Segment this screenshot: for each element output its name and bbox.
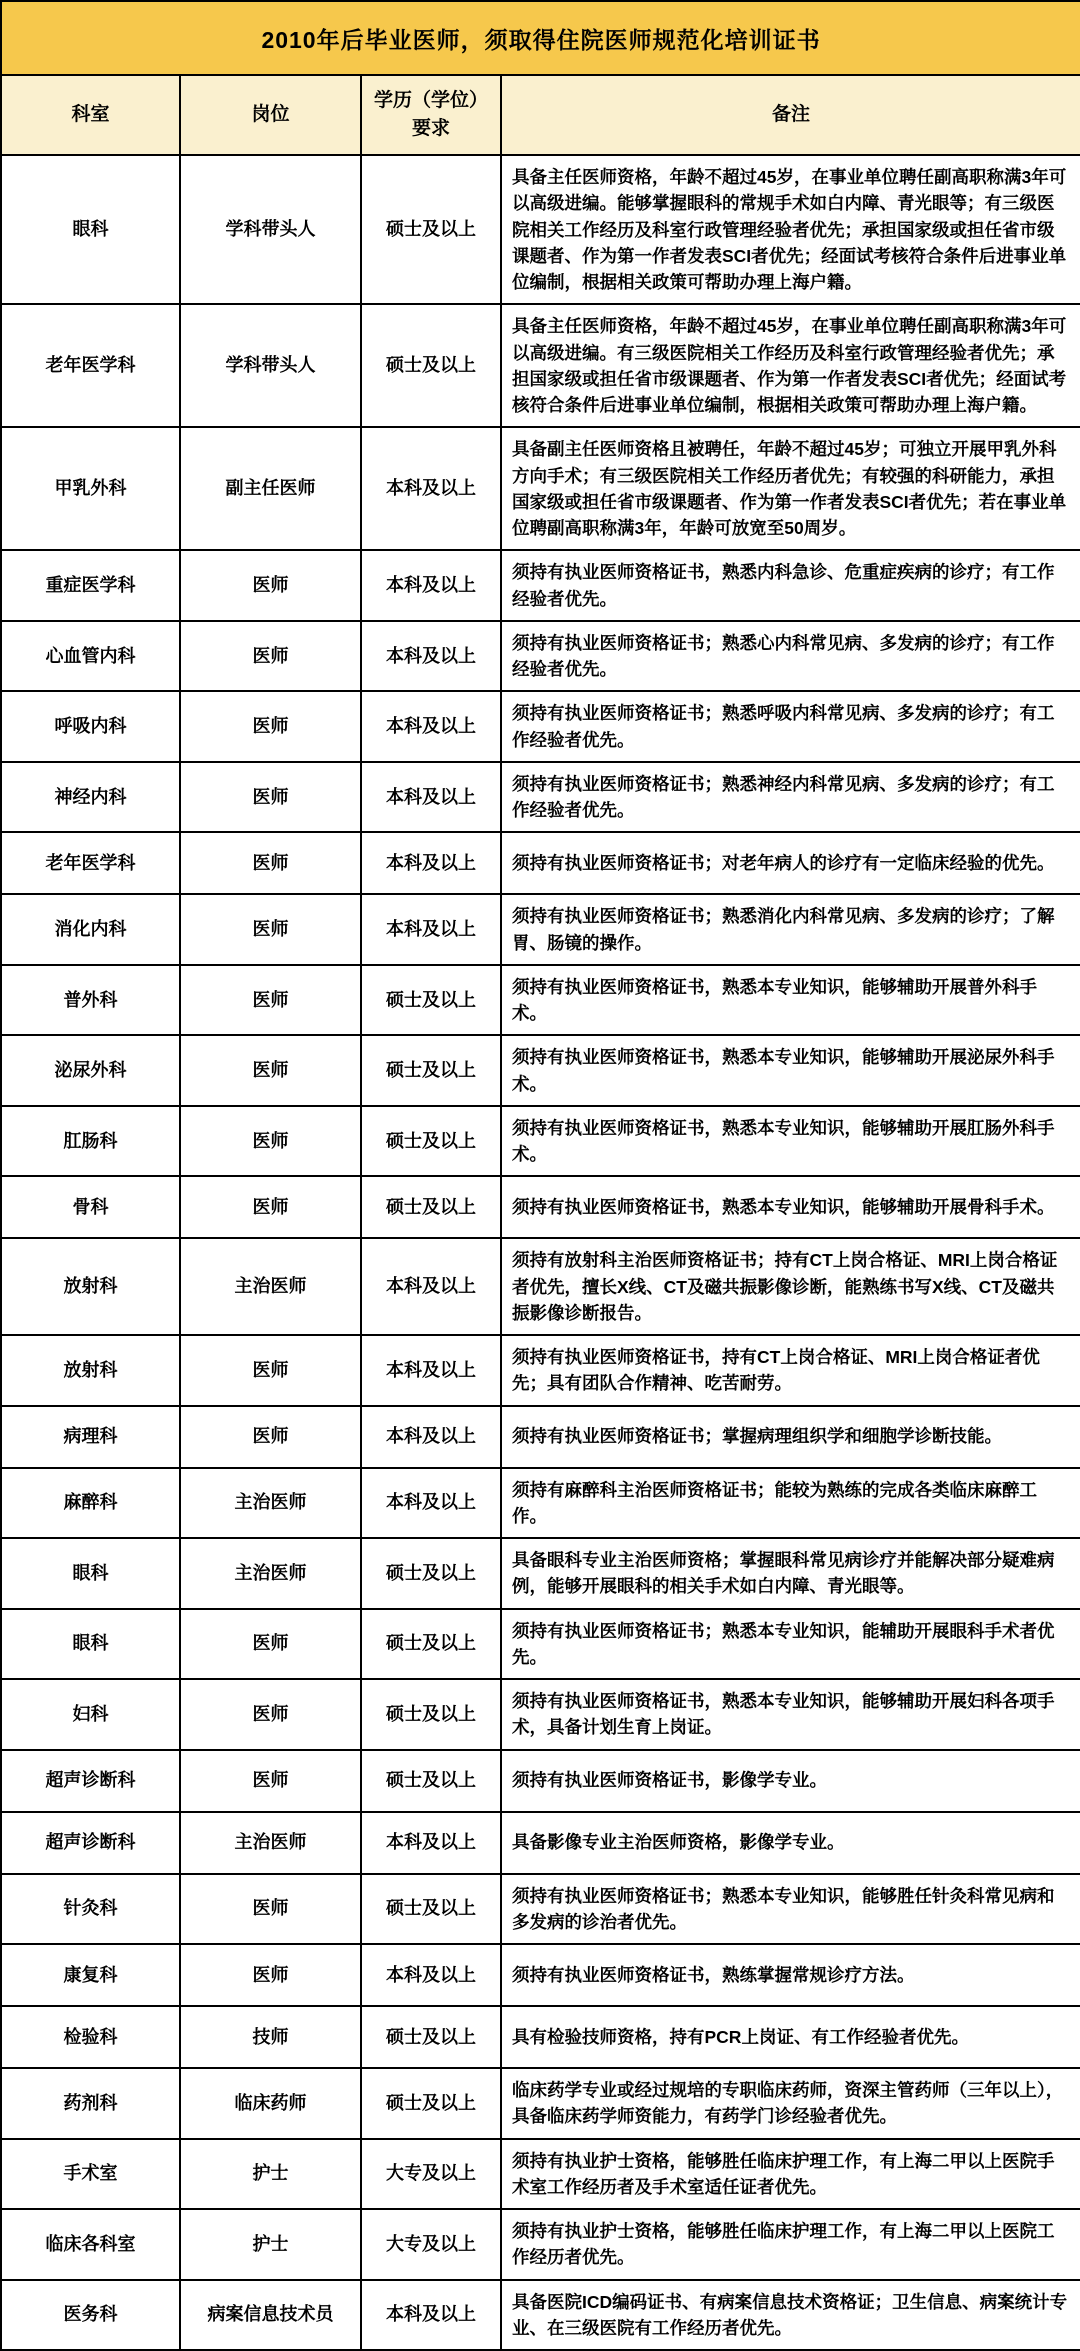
cell-remark: 具备影像专业主治医师资格，影像学专业。	[501, 1812, 1080, 1874]
cell-position: 医师	[180, 1609, 361, 1680]
cell-remark: 须持有执业医师资格证书；熟悉本专业知识，能辅助开展眼科手术者优先。	[501, 1609, 1080, 1680]
cell-dept: 放射科	[1, 1335, 180, 1406]
cell-dept: 超声诊断科	[1, 1812, 180, 1874]
cell-dept: 药剂科	[1, 2068, 180, 2139]
cell-dept: 病理科	[1, 1406, 180, 1468]
cell-dept: 甲乳外科	[1, 427, 180, 550]
cell-dept: 老年医学科	[1, 832, 180, 894]
table-body	[1, 155, 1080, 2350]
table-row	[1, 1238, 1080, 1335]
cell-position: 医师	[180, 621, 361, 692]
cell-position: 医师	[180, 1406, 361, 1468]
cell-remark: 须持有放射科主治医师资格证书；持有CT上岗合格证、MRI上岗合格证者优先，擅长X线、CT及磁共振影像诊断，能熟练书写X线、CT及磁共振影像诊断报告。	[501, 1238, 1080, 1335]
table-row	[1, 621, 1080, 692]
cell-remark: 须持有执业医师资格证书，影像学专业。	[501, 1750, 1080, 1812]
cell-position: 临床药师	[180, 2068, 361, 2139]
cell-education: 大专及以上	[361, 2209, 501, 2280]
cell-remark: 须持有执业医师资格证书；熟悉心内科常见病、多发病的诊疗；有工作经验者优先。	[501, 621, 1080, 692]
table-row	[1, 894, 1080, 965]
table-row	[1, 2068, 1080, 2139]
table-row	[1, 1468, 1080, 1539]
table-row	[1, 965, 1080, 1036]
cell-education: 本科及以上	[361, 1238, 501, 1335]
column-header-education: 学历（学位）要求	[361, 75, 501, 155]
cell-remark: 须持有执业医师资格证书，熟悉本专业知识，能够辅助开展妇科各项手术，具备计划生育上岗证。	[501, 1679, 1080, 1750]
table-row	[1, 1812, 1080, 1874]
cell-dept: 神经内科	[1, 762, 180, 833]
cell-education: 本科及以上	[361, 832, 501, 894]
cell-education: 硕士及以上	[361, 1176, 501, 1238]
cell-dept: 肛肠科	[1, 1106, 180, 1177]
cell-education: 本科及以上	[361, 2280, 501, 2351]
cell-education: 硕士及以上	[361, 1750, 501, 1812]
table-row	[1, 2209, 1080, 2280]
cell-education: 本科及以上	[361, 1468, 501, 1539]
table-row	[1, 550, 1080, 621]
table-row	[1, 155, 1080, 304]
cell-remark: 须持有执业医师资格证书；熟悉呼吸内科常见病、多发病的诊疗；有工作经验者优先。	[501, 691, 1080, 762]
cell-dept: 妇科	[1, 1679, 180, 1750]
cell-position: 护士	[180, 2209, 361, 2280]
cell-education: 本科及以上	[361, 1944, 501, 2006]
cell-position: 主治医师	[180, 1538, 361, 1609]
column-header-row	[1, 75, 1080, 155]
page-title: 2010年后毕业医师，须取得住院医师规范化培训证书	[1, 1, 1080, 75]
cell-education: 大专及以上	[361, 2139, 501, 2210]
cell-education: 本科及以上	[361, 427, 501, 550]
cell-position: 学科带头人	[180, 304, 361, 427]
cell-education: 本科及以上	[361, 1335, 501, 1406]
table-row	[1, 2006, 1080, 2068]
cell-remark: 须持有执业护士资格，能够胜任临床护理工作，有上海二甲以上医院工作经历者优先。	[501, 2209, 1080, 2280]
cell-remark: 须持有麻醉科主治医师资格证书；能较为熟练的完成各类临床麻醉工作。	[501, 1468, 1080, 1539]
cell-education: 硕士及以上	[361, 1679, 501, 1750]
cell-dept: 检验科	[1, 2006, 180, 2068]
cell-position: 医师	[180, 762, 361, 833]
cell-dept: 临床各科室	[1, 2209, 180, 2280]
cell-remark: 须持有执业医师资格证书；熟悉消化内科常见病、多发病的诊疗；了解胃、肠镜的操作。	[501, 894, 1080, 965]
cell-education: 本科及以上	[361, 621, 501, 692]
cell-education: 本科及以上	[361, 691, 501, 762]
table-row	[1, 1035, 1080, 1106]
table-row	[1, 762, 1080, 833]
cell-position: 医师	[180, 1035, 361, 1106]
cell-position: 医师	[180, 1874, 361, 1945]
cell-remark: 须持有执业医师资格证书；熟悉神经内科常见病、多发病的诊疗；有工作经验者优先。	[501, 762, 1080, 833]
cell-dept: 手术室	[1, 2139, 180, 2210]
cell-remark: 须持有执业医师资格证书；对老年病人的诊疗有一定临床经验的优先。	[501, 832, 1080, 894]
cell-education: 硕士及以上	[361, 1874, 501, 1945]
cell-position: 护士	[180, 2139, 361, 2210]
cell-remark: 具有检验技师资格，持有PCR上岗证、有工作经验者优先。	[501, 2006, 1080, 2068]
cell-remark: 须持有执业医师资格证书；掌握病理组织学和细胞学诊断技能。	[501, 1406, 1080, 1468]
cell-education: 硕士及以上	[361, 1538, 501, 1609]
column-header-dept: 科室	[1, 75, 180, 155]
cell-dept: 泌尿外科	[1, 1035, 180, 1106]
cell-dept: 心血管内科	[1, 621, 180, 692]
cell-remark: 具备副主任医师资格且被聘任，年龄不超过45岁；可独立开展甲乳外科方向手术；有三级医院相关工作经历者优先；有较强的科研能力，承担国家级或担任省市级课题者、作为第一作者发表SCI者优先；若在事业单位聘副高职称满3年，年龄可放宽至50周岁。	[501, 427, 1080, 550]
cell-remark: 须持有执业医师资格证书，熟悉本专业知识，能够辅助开展肛肠外科手术。	[501, 1106, 1080, 1177]
column-header-position: 岗位	[180, 75, 361, 155]
cell-education: 硕士及以上	[361, 155, 501, 304]
cell-position: 医师	[180, 832, 361, 894]
cell-dept: 康复科	[1, 1944, 180, 2006]
cell-dept: 麻醉科	[1, 1468, 180, 1539]
cell-position: 医师	[180, 1176, 361, 1238]
table-row	[1, 1538, 1080, 1609]
cell-education: 本科及以上	[361, 1406, 501, 1468]
table-row	[1, 1944, 1080, 2006]
cell-position: 技师	[180, 2006, 361, 2068]
table-row	[1, 427, 1080, 550]
table-row	[1, 2280, 1080, 2351]
cell-remark: 具备主任医师资格，年龄不超过45岁，在事业单位聘任副高职称满3年可以高级进编。能够掌握眼科的常规手术如白内障、青光眼等；有三级医院相关工作经历及科室行政管理经验者优先；承担国家级或担任省市级课题者、作为第一作者发表SCI者优先；经面试考核符合条件后进事业单位编制，根据相关政策可帮助办理上海户籍。	[501, 155, 1080, 304]
cell-dept: 针灸科	[1, 1874, 180, 1945]
cell-remark: 须持有执业医师资格证书；熟悉本专业知识，能够胜任针灸科常见病和多发病的诊治者优先。	[501, 1874, 1080, 1945]
cell-position: 医师	[180, 1944, 361, 2006]
cell-position: 医师	[180, 1679, 361, 1750]
cell-remark: 具备眼科专业主治医师资格；掌握眼科常见病诊疗并能解决部分疑难病例，能够开展眼科的相关手术如白内障、青光眼等。	[501, 1538, 1080, 1609]
cell-education: 硕士及以上	[361, 2068, 501, 2139]
cell-position: 病案信息技术员	[180, 2280, 361, 2351]
table-row	[1, 832, 1080, 894]
cell-remark: 具备主任医师资格，年龄不超过45岁，在事业单位聘任副高职称满3年可以高级进编。有三级医院相关工作经历及科室行政管理经验者优先；承担国家级或担任省市级课题者、作为第一作者发表SCI者优先；经面试考核符合条件后进事业单位编制，根据相关政策可帮助办理上海户籍。	[501, 304, 1080, 427]
cell-education: 硕士及以上	[361, 304, 501, 427]
cell-position: 医师	[180, 965, 361, 1036]
cell-dept: 眼科	[1, 1609, 180, 1680]
cell-position: 主治医师	[180, 1238, 361, 1335]
cell-dept: 呼吸内科	[1, 691, 180, 762]
cell-position: 学科带头人	[180, 155, 361, 304]
cell-remark: 临床药学专业或经过规培的专职临床药师，资深主管药师（三年以上），具备临床药学师资能力，有药学门诊经验者优先。	[501, 2068, 1080, 2139]
cell-remark: 须持有执业医师资格证书，持有CT上岗合格证、MRI上岗合格证者优先；具有团队合作精神、吃苦耐劳。	[501, 1335, 1080, 1406]
cell-remark: 须持有执业医师资格证书，熟悉本专业知识，能够辅助开展骨科手术。	[501, 1176, 1080, 1238]
table-row	[1, 691, 1080, 762]
cell-dept: 医务科	[1, 2280, 180, 2351]
cell-remark: 具备医院ICD编码证书、有病案信息技术资格证；卫生信息、病案统计专业、在三级医院有工作经历者优先。	[501, 2280, 1080, 2351]
table-row	[1, 1106, 1080, 1177]
table-row	[1, 304, 1080, 427]
cell-education: 硕士及以上	[361, 965, 501, 1036]
table-row	[1, 1176, 1080, 1238]
cell-education: 本科及以上	[361, 1812, 501, 1874]
cell-dept: 眼科	[1, 155, 180, 304]
cell-education: 硕士及以上	[361, 1035, 501, 1106]
table-head	[1, 1, 1080, 155]
cell-dept: 普外科	[1, 965, 180, 1036]
cell-dept: 老年医学科	[1, 304, 180, 427]
title-row	[1, 1, 1080, 75]
table-row	[1, 1406, 1080, 1468]
cell-position: 医师	[180, 550, 361, 621]
cell-remark: 须持有执业医师资格证书，熟悉内科急诊、危重症疾病的诊疗；有工作经验者优先。	[501, 550, 1080, 621]
table-row	[1, 1609, 1080, 1680]
cell-position: 医师	[180, 1106, 361, 1177]
cell-remark: 须持有执业医师资格证书，熟练掌握常规诊疗方法。	[501, 1944, 1080, 2006]
cell-education: 硕士及以上	[361, 2006, 501, 2068]
cell-education: 硕士及以上	[361, 1609, 501, 1680]
cell-position: 主治医师	[180, 1812, 361, 1874]
table-row	[1, 1335, 1080, 1406]
cell-dept: 放射科	[1, 1238, 180, 1335]
cell-education: 本科及以上	[361, 894, 501, 965]
cell-dept: 眼科	[1, 1538, 180, 1609]
cell-position: 医师	[180, 1335, 361, 1406]
cell-education: 硕士及以上	[361, 1106, 501, 1177]
table-row	[1, 1874, 1080, 1945]
cell-dept: 重症医学科	[1, 550, 180, 621]
cell-education: 本科及以上	[361, 550, 501, 621]
cell-dept: 消化内科	[1, 894, 180, 965]
table-row	[1, 1679, 1080, 1750]
cell-remark: 须持有执业医师资格证书，熟悉本专业知识，能够辅助开展普外科手术。	[501, 965, 1080, 1036]
cell-position: 医师	[180, 691, 361, 762]
table-row	[1, 1750, 1080, 1812]
cell-remark: 须持有执业护士资格，能够胜任临床护理工作，有上海二甲以上医院手术室工作经历者及手术室适任证者优先。	[501, 2139, 1080, 2210]
cell-position: 副主任医师	[180, 427, 361, 550]
cell-dept: 骨科	[1, 1176, 180, 1238]
cell-education: 本科及以上	[361, 762, 501, 833]
table-row	[1, 2139, 1080, 2210]
cell-dept: 超声诊断科	[1, 1750, 180, 1812]
cell-remark: 须持有执业医师资格证书，熟悉本专业知识，能够辅助开展泌尿外科手术。	[501, 1035, 1080, 1106]
cell-position: 主治医师	[180, 1468, 361, 1539]
cell-position: 医师	[180, 1750, 361, 1812]
cell-position: 医师	[180, 894, 361, 965]
column-header-remark: 备注	[501, 75, 1080, 155]
